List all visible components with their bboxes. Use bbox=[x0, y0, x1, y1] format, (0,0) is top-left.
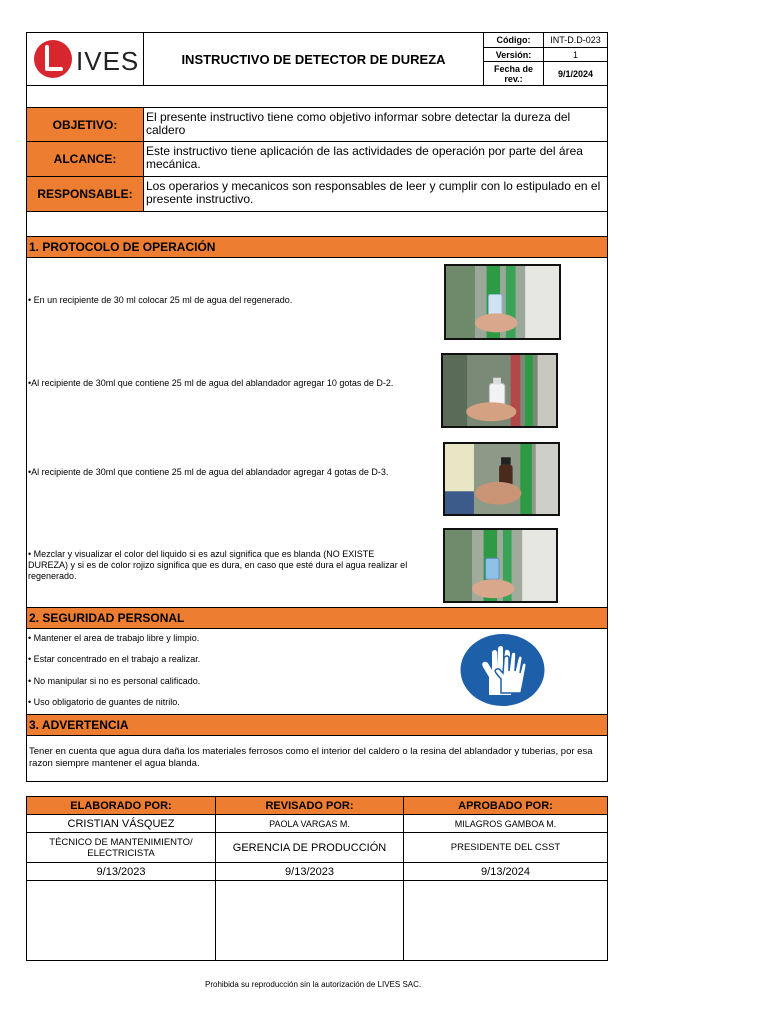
logo-wordmark: IVES bbox=[76, 46, 140, 76]
protocol-heading: 1. PROTOCOLO DE OPERACIÓN bbox=[26, 236, 608, 258]
version-value: 1 bbox=[543, 47, 608, 62]
step-4-photo bbox=[443, 528, 558, 603]
logo-cell bbox=[26, 32, 144, 86]
alcance-label: ALCANCE: bbox=[26, 141, 144, 177]
warning-heading: 3. ADVERTENCIA bbox=[26, 714, 608, 736]
aprobado-role: PRESIDENTE DEL CSST bbox=[403, 832, 608, 863]
elaborado-role: TÉCNICO DE MANTENIMIENTO/ ELECTRICISTA bbox=[26, 832, 216, 863]
step-1-photo bbox=[444, 264, 561, 340]
safety-item: • Uso obligatorio de guantes de nitrilo. bbox=[28, 697, 180, 707]
aprobado-name: MILAGROS GAMBOA M. bbox=[403, 814, 608, 833]
aprobado-signature bbox=[403, 880, 608, 961]
fecha-value: 9/1/2024 bbox=[543, 61, 608, 86]
responsable-text: Los operarios y mecanicos son responsables de leer y cumplir con lo estipulado en el presente instructivo. bbox=[143, 176, 608, 212]
spacer-row-2 bbox=[26, 211, 608, 237]
document-title: INSTRUCTIVO DE DETECTOR DE DUREZA bbox=[143, 32, 484, 86]
version-label: Versión: bbox=[483, 47, 544, 62]
step-3-photo bbox=[443, 442, 560, 516]
aprobado-date: 9/13/2024 bbox=[403, 862, 608, 881]
safety-item: • Estar concentrado en el trabajo a realizar. bbox=[28, 654, 201, 664]
alcance-text: Este instructivo tiene aplicación de las actividades de operación por parte del área mecánica. bbox=[143, 141, 608, 177]
safety-heading: 2. SEGURIDAD PERSONAL bbox=[26, 607, 608, 629]
gloves-icon bbox=[459, 633, 546, 707]
footer-notice: Prohibida su reproducción sin la autorización de LIVES SAC. bbox=[205, 980, 422, 989]
elaborado-header: ELABORADO POR: bbox=[26, 796, 216, 815]
logo bbox=[33, 38, 140, 80]
objetivo-text: El presente instructivo tiene como objetivo informar sobre detectar la dureza del caldero bbox=[143, 107, 608, 142]
safety-item: • No manipular si no es personal calificado. bbox=[28, 676, 201, 686]
revisado-date: 9/13/2023 bbox=[215, 862, 404, 881]
revisado-signature bbox=[215, 880, 404, 961]
responsable-label: RESPONSABLE: bbox=[26, 176, 144, 212]
protocol-step: •Al recipiente de 30ml que contiene 25 ml de agua del ablandador agregar 10 gotas de D-2. bbox=[28, 378, 394, 388]
step-2-photo bbox=[441, 353, 558, 428]
codigo-label: Código: bbox=[483, 32, 544, 48]
elaborado-signature bbox=[26, 880, 216, 961]
protocol-step: • En un recipiente de 30 ml colocar 25 ml de agua del regenerado. bbox=[28, 295, 293, 305]
safety-item: • Mantener el area de trabajo libre y limpio. bbox=[28, 633, 200, 643]
aprobado-header: APROBADO POR: bbox=[403, 796, 608, 815]
warning-text: Tener en cuenta que agua dura daña los materiales ferrosos como el interior del caldero o la resina del ablandador y tuberias, por esa razon siempre mantener el agua blanda. bbox=[26, 735, 608, 782]
revisado-role: GERENCIA DE PRODUCCIÓN bbox=[215, 832, 404, 863]
fecha-label: Fecha de rev.: bbox=[483, 61, 544, 86]
protocol-step: •Al recipiente de 30ml que contiene 25 ml de agua del ablandador agregar 4 gotas de D-3. bbox=[28, 467, 389, 477]
protocol-step: • Mezclar y visualizar el color del liquido si es azul significa que es blanda (NO EXISTE DUREZA) y si es de color rojizo significa que es dura, en caso que esté dura el agua realizar el regenerado. bbox=[28, 549, 408, 581]
revisado-header: REVISADO POR: bbox=[215, 796, 404, 815]
elaborado-date: 9/13/2023 bbox=[26, 862, 216, 881]
revisado-name: PAOLA VARGAS M. bbox=[215, 814, 404, 833]
spacer-row bbox=[26, 85, 608, 108]
codigo-value: INT-D.D-023 bbox=[543, 32, 608, 48]
elaborado-name: CRISTIAN VÁSQUEZ bbox=[26, 814, 216, 833]
objetivo-label: OBJETIVO: bbox=[26, 107, 144, 142]
